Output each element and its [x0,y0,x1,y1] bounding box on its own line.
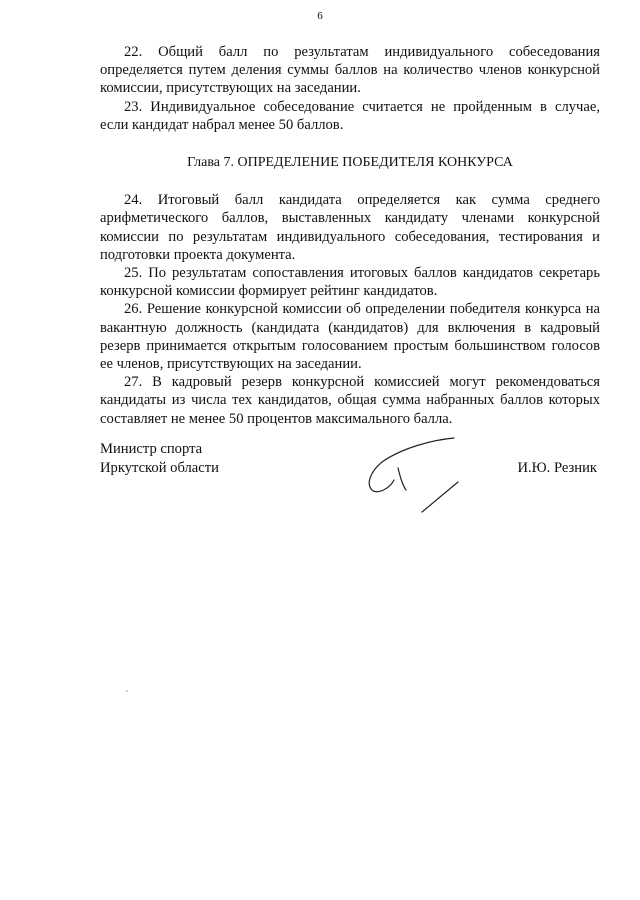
document-body [100,43,600,428]
handwritten-signature [362,432,482,522]
page-number: 6 [317,10,323,22]
paragraph-24: 24. Итоговый балл кандидата определяется как сумма среднего арифметического баллов, выставленных кандидату членами конкурсной комиссии по результатам индивидуального собеседования, тестирования и подготовки проекта документа. [100,192,600,263]
paragraph-26: 26. Решение конкурсной комиссии об определении победителя конкурса на вакантную должность (кандидата (кандидатов) для включения в кадровый резерв принимается открытым голосованием простым большинством голосов ее членов, присутствующих на заседании. [100,301,600,373]
signature-block [100,440,600,530]
position-line-2: Иркутской области [100,460,219,476]
position-line-1: Министр спорта [100,441,203,457]
paragraph-27: 27. В кадровый резерв конкурсной комиссией могут рекомендоваться кандидаты из числа тех кандидатов, общая сумма набранных баллов которых составляет не менее 50 процентов максимального балла. [100,374,600,427]
paragraph-22: 22. Общий балл по результатам индивидуального собеседования определяется путем деления суммы баллов на количество членов конкурсной комиссии, присутствующих на заседании. [100,44,600,97]
paragraph-23: 23. Индивидуальное собеседование считается не пройденным в случае, если кандидат набрал менее 50 баллов. [100,98,600,133]
scan-speck [126,690,128,692]
signatory-name: И.Ю. Резник [517,460,597,476]
paragraph-25: 25. По результатам сопоставления итоговых баллов кандидатов секретарь конкурсной комиссии формирует рейтинг кандидатов. [100,265,600,300]
chapter-title: Глава 7. ОПРЕДЕЛЕНИЕ ПОБЕДИТЕЛЯ КОНКУРСА [187,155,513,171]
signatory-position [100,440,219,478]
